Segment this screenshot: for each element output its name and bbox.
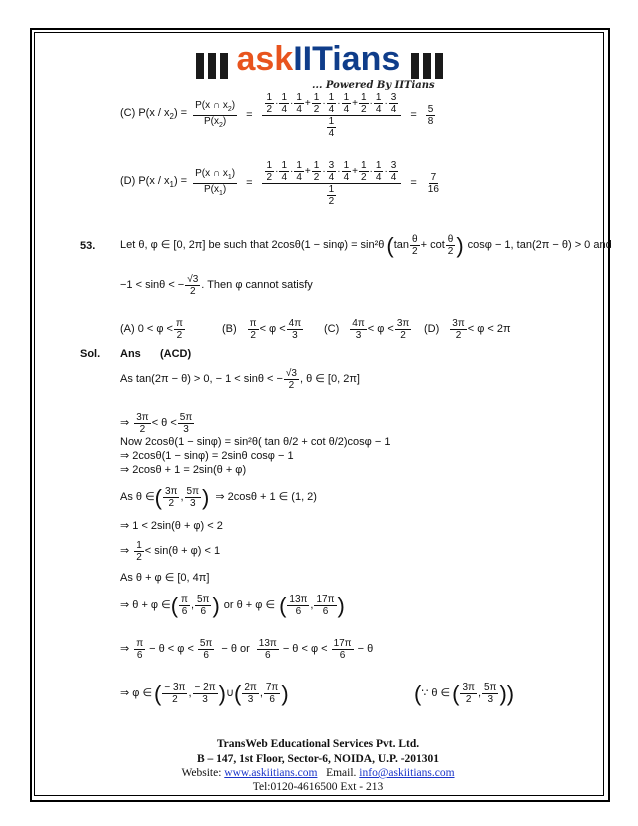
solution-step-7: ⇒ 1 < 2sin(θ + φ) < 2: [120, 520, 223, 532]
email-link[interactable]: info@askiitians.com: [359, 767, 455, 779]
part-c-result: $\frac{5}{8}$: [427, 104, 434, 127]
solution-label: Sol.: [80, 348, 101, 360]
question-line-2: −1 < sinθ < − $\frac{√3}{2}$ . Then φ cannot satisfy: [120, 274, 313, 297]
part-c-lhs: $\frac{P(x \cap x_2)}{P(x_2)}$: [195, 100, 236, 129]
solution-step-3: Now 2cosθ(1 − sinφ) = sin²θ( tan θ/2 + cot θ/2)cosφ − 1: [120, 436, 391, 448]
solution-step-12: ⇒ φ ∈ ( $\frac{- 3\pi}{2}$ , $\frac{- 2\pi}{3}$ ) ∪ ( $\frac{2\pi}{3}$ , $\frac{7\pi}{6}$ ): [120, 680, 289, 706]
solution-step-10: ⇒ θ + φ ∈ ( $\frac{\pi}{6}$ , $\frac{5\pi}{6}$ ) or θ + φ ∈ ( $\frac{13\pi}{6}$ , $\frac{17\pi}{6}$ ): [120, 592, 345, 618]
footer-address: B – 147, 1st Floor, Sector-6, NOIDA, U.P. -201301: [196, 753, 440, 765]
answer-label: Ans: [120, 348, 141, 360]
logo-bar: [208, 53, 216, 79]
header-logo: [196, 40, 447, 79]
option-d: (D) $\frac{3\pi}{2}$ < φ < 2π: [424, 318, 511, 341]
question-number: 53.: [80, 240, 96, 252]
equals: =: [246, 109, 253, 121]
logo-prefix: ask: [236, 40, 294, 78]
logo-bar: [196, 53, 204, 79]
solution-step-8: ⇒ $\frac{1}{2}$ < sin(θ + φ) < 1: [120, 540, 221, 563]
part-c-rhs: $\frac{1}{2}$ · $\frac{1}{4}$ · $\frac{1}{4}$ + $\frac{1}{2}$ · $\frac{1}{4}$ · $\frac{1}{4}$ + $\frac{1}{2}$ · $\frac{1}{4}$ · $\frac{3}{4}$ $\frac{1}{4}$: [262, 92, 402, 139]
solution-step-9: As θ + φ ∈ [0, 4π]: [120, 572, 210, 584]
part-d-rhs: $\frac{1}{2}$ · $\frac{1}{4}$ · $\frac{1}{4}$ + $\frac{1}{2}$ · $\frac{3}{4}$ · $\frac{1}{4}$ + $\frac{1}{2}$ · $\frac{1}{4}$ · $\frac{3}{4}$ $\frac{1}{2}$: [262, 160, 402, 207]
solution-step-6: As θ ∈ ( $\frac{3\pi}{2}$ , $\frac{5\pi}{3}$ ) ⇒ 2cosθ + 1 ∈ (1, 2): [120, 484, 317, 510]
part-c: (C) $P(x / x_2)$ = $\frac{P(x \cap x_2)}{P(x_2)}$ = $\frac{1}{2}$ · $\frac{1}{4}$ · $\frac{1}{4}$ + $\frac{1}{2}$ · $\frac{1}{4}$ · $\frac{1}{4}$ + $\frac{1}{2}$ · $\frac{1}{4}$ · $\frac{3}{4}$ $\frac{1}{4}$ = $\frac{5}{8}$: [120, 92, 434, 139]
solution-step-5: ⇒ 2cosθ + 1 = 2sin(θ + φ): [120, 464, 247, 476]
footer-company: TransWeb Educational Services Pvt. Ltd.: [216, 738, 420, 750]
option-c: (C) $\frac{4\pi}{3}$ < φ < $\frac{3\pi}{2}$: [324, 318, 410, 341]
question-line-1: Let θ, φ ∈ [0, 2π] be such that 2cosθ(1 − sinφ) = sin²θ ( tan $\frac{\theta}{2}$ + cot $\frac{\theta}{2}$ ) cosφ − 1, tan(2π − θ) > 0 and: [120, 232, 612, 258]
footer-tel: Tel:0120-4616500 Ext - 213: [252, 781, 384, 793]
logo-bar: [435, 53, 443, 79]
solution-note: ( ∵ θ ∈ ( $\frac{3\pi}{2}$ , $\frac{5\pi}{3}$ ) ): [414, 680, 515, 706]
option-a: (A) 0 < φ < $\frac{\pi}{2}$: [120, 318, 183, 341]
part-d-result: $\frac{7}{16}$: [427, 172, 439, 195]
solution-step-2: ⇒ $\frac{3\pi}{2}$ < θ < $\frac{5\pi}{3}$: [120, 412, 193, 435]
part-d: (D) $P(x / x_1)$ = $\frac{P(x \cap x_1)}{P(x_1)}$ = $\frac{1}{2}$ · $\frac{1}{4}$ · $\frac{1}{4}$ + $\frac{1}{2}$ · $\frac{3}{4}$ · $\frac{1}{4}$ + $\frac{1}{2}$ · $\frac{1}{4}$ · $\frac{3}{4}$ $\frac{1}{2}$ = $\frac{7}{16}$: [120, 160, 439, 207]
part-d-label: (D) $P(x / x_1)$ =: [120, 175, 188, 190]
option-b: (B) $\frac{\pi}{2}$ < φ < $\frac{4\pi}{3}$: [222, 318, 302, 341]
part-c-label: (C) $P(x / x_2)$ =: [120, 107, 188, 122]
logo-bar: [411, 53, 419, 79]
solution-step-11: ⇒ $\frac{\pi}{6}$ − θ < φ < $\frac{5\pi}{6}$ − θ or $\frac{13\pi}{6}$ − θ < φ < $\frac{17\pi}{6}$ − θ: [120, 638, 374, 661]
footer-contact: Website: www.askiitians.com Email. info@askiitians.com: [181, 767, 455, 779]
powered-by: ... Powered By IITians: [312, 80, 435, 91]
logo-bar: [220, 53, 228, 79]
answer-value: (ACD): [160, 348, 192, 360]
website-link[interactable]: www.askiitians.com: [224, 767, 318, 779]
solution-step-4: ⇒ 2cosθ(1 − sinφ) = 2sinθ cosφ − 1: [120, 450, 294, 462]
part-d-lhs: $\frac{P(x \cap x_1)}{P(x_1)}$: [195, 168, 236, 197]
solution-step-1: As tan(2π − θ) > 0, − 1 < sinθ < − $\frac{√3}{2}$ , θ ∈ [0, 2π]: [120, 368, 360, 391]
logo-bar: [423, 53, 431, 79]
logo-brand: IITians: [293, 40, 401, 78]
